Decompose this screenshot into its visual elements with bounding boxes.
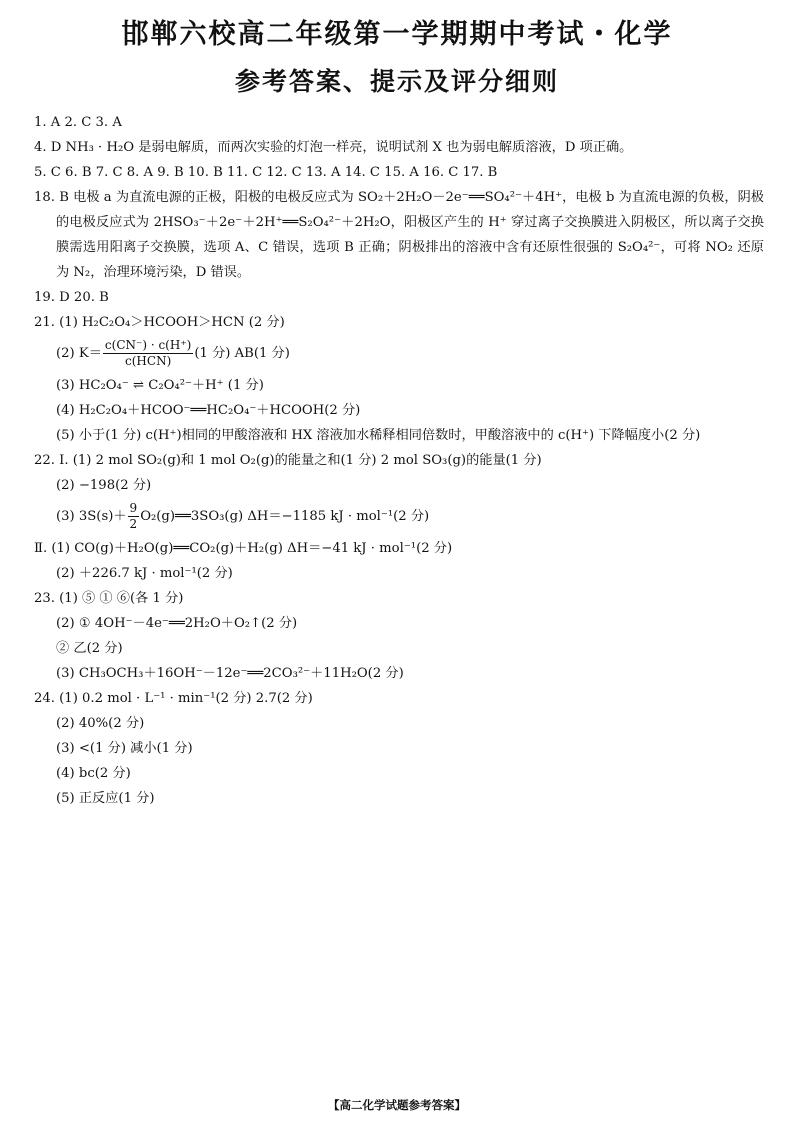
answer-24-part-3: (3) <(1 分) 减小(1 分) <box>56 741 193 756</box>
equilibrium-constant-fraction <box>103 338 193 369</box>
answer-21-part-3: (3) HC₂O₄⁻ ⇌ C₂O₄²⁻＋H⁺ (1 分) <box>56 378 264 393</box>
answer-24-part-1: 24. (1) 0.2 mol · L⁻¹ · min⁻¹(2 分) 2.7(2 分) <box>34 691 313 706</box>
answer-22-part-1: 22. Ⅰ. (1) 2 mol SO₂(g)和 1 mol O₂(g)的能量之和(1 分) 2 mol SO₃(g)的能量(1 分) <box>34 453 542 468</box>
answer-21-part-2 <box>34 335 764 373</box>
document-subtitle: 参考答案、提示及评分细则 <box>234 67 559 96</box>
fraction-numerator: 9 <box>129 501 138 515</box>
answer-22-ii-part-1: Ⅱ. (1) CO(g)＋H₂O(g)══CO₂(g)＋H₂(g) ΔH＝−41 kJ · mol⁻¹(2 分) <box>34 541 453 556</box>
answer-23-part-2b: ② 乙(2 分) <box>56 641 123 656</box>
answer-23-part-2: (2) ① 4OH⁻－4e⁻══2H₂O＋O₂↑(2 分) <box>56 616 298 631</box>
answer-line-5-17: 5. C 6. B 7. C 8. A 9. B 10. B 11. C 12. C 13. A 14. C 15. A 16. C 17. B <box>34 165 498 180</box>
answer-22-part-2: (2) −198(2 分) <box>56 478 152 493</box>
fraction-denominator: 2 <box>129 517 138 531</box>
answer-21-part-1: 21. (1) H₂C₂O₄＞HCOOH＞HCN (2 分) <box>34 315 285 330</box>
page-footer: 【高二化学试题参考答案】 <box>328 1098 466 1112</box>
answer-23-part-3: (3) CH₃OCH₃＋16OH⁻－12e⁻══2CO₃²⁻＋11H₂O(2 分) <box>56 666 404 681</box>
answer-22-part-3 <box>34 498 764 536</box>
answer-line-19-20: 19. D 20. B <box>34 290 109 305</box>
answer-22-ii-part-2: (2) ＋226.7 kJ · mol⁻¹(2 分) <box>56 566 233 581</box>
equation-suffix: O₂(g)══3SO₃(g) ΔH＝−1185 kJ · mol⁻¹(2 分) <box>140 509 430 524</box>
coefficient-fraction <box>128 501 140 532</box>
answer-line-1-3: 1. A 2. C 3. A <box>34 115 122 130</box>
answer-line-4: 4. D NH₃ · H₂O 是弱电解质，而两次实验的灯泡一样亮，说明试剂 X 也为弱电解质溶液，D 项正确。 <box>34 140 633 155</box>
fraction-denominator: c(HCN) <box>125 354 172 368</box>
answer-body <box>34 110 764 811</box>
document-title: 邯郸六校高二年级第一学期期中考试・化学 <box>121 19 673 50</box>
answer-24-part-4: (4) bc(2 分) <box>56 766 131 781</box>
equation-prefix: (3) 3S(s)＋ <box>56 509 127 524</box>
answer-21-part-5: (5) 小于(1 分) c(H⁺)相同的甲酸溶液和 HX 溶液加水稀释相同倍数时，甲酸溶液中的 c(H⁺) 下降幅度小(2 分) <box>56 428 701 443</box>
answer-21-part-2-score: (1 分) AB(1 分) <box>194 346 290 361</box>
answer-21-part-4: (4) H₂C₂O₄＋HCOO⁻══HC₂O₄⁻＋HCOOH(2 分) <box>56 403 361 418</box>
fraction-numerator: c(CN⁻) · c(H⁺) <box>104 338 192 352</box>
answer-23-part-1: 23. (1) ⑤ ① ⑥(各 1 分) <box>34 591 184 606</box>
answer-24-part-2: (2) 40%(2 分) <box>56 716 145 731</box>
answer-line-18: 18. B 电极 a 为直流电源的正极，阳极的电极反应式为 SO₂＋2H₂O－2e⁻══SO₄²⁻＋4H⁺，电极 b 为直流电源的负极，阴极的电极反应式为 2HSO₃⁻＋2e⁻＋2H⁺══S₂O₄²⁻＋2H₂O，阳极区产生的 H⁺ 穿过离子交换膜进入阴极区，所以离子交换膜需选用阳离子交换膜，选项 A、C 错误，选项 B 正确；阴极排出的溶液中含有还原性很强的 S₂O₄²⁻，可将 NO₂ 还原为 N₂，治理环境污染，D 错误。 <box>34 190 764 280</box>
equilibrium-constant-label: (2) K＝ <box>56 346 102 361</box>
answer-24-part-5: (5) 正反应(1 分) <box>56 791 155 806</box>
